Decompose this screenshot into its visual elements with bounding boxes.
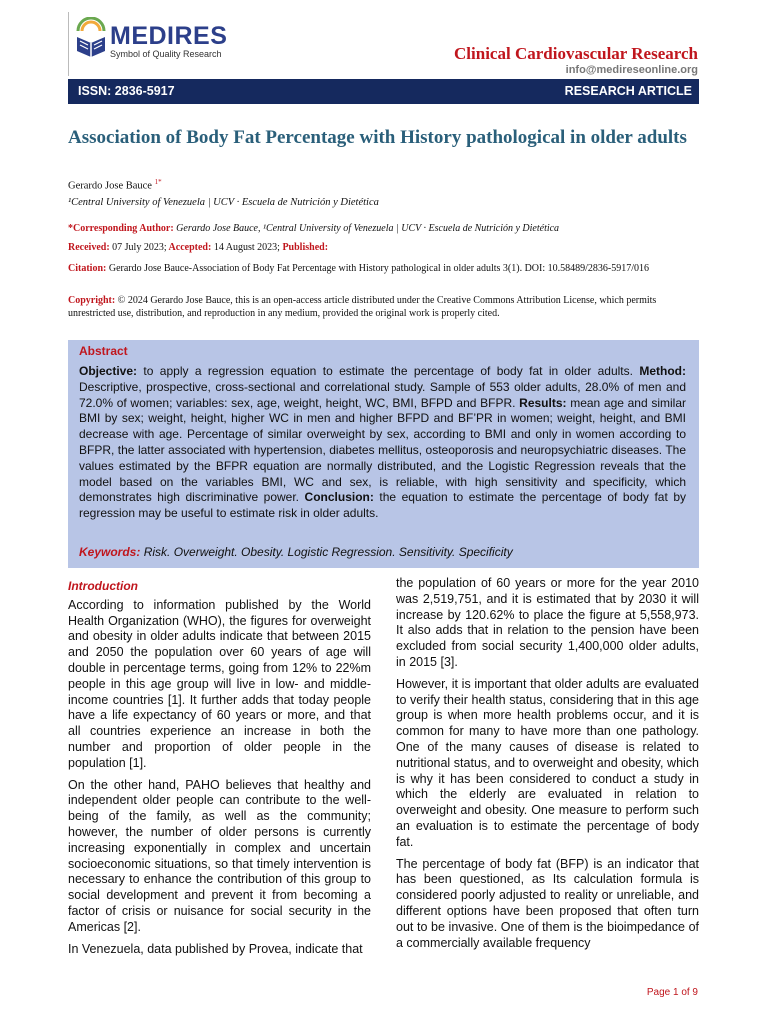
paragraph: On the other hand, PAHO believes that healthy and independent older people can contribute to the well-being of the family, as well as the community; however, the number of older persons is currently increasing exponentially in complex and uncertain socioeconomic situations, so that timely intervention is necessary to enhance the contribution of this group to social development and prevent it from becoming a factor of crisis or nuisance for social security in the Americas [2]. <box>68 777 371 934</box>
issn: ISSN: 2836-5917 <box>78 84 175 98</box>
paragraph: the population of 60 years or more for the year 2010 was 2,519,751, and it is estimated that by 2030 it will increase by 120.62% to place the figure at 5,558,973. It also adds that in relation to the pension have been excluded from social security 1,400,000 older adults, in 2015 [3]. <box>396 576 699 669</box>
copyright <box>68 294 700 320</box>
received-label: Received: <box>68 242 110 253</box>
keywords-label: Keywords: <box>79 545 141 559</box>
copyright-label: Copyright: <box>68 295 116 306</box>
abstract-heading: Abstract <box>79 344 128 358</box>
corresponding-text: Gerardo Jose Bauce, ¹Central University of Venezuela | UCV · Escuela de Nutrición y Dietética <box>173 223 560 234</box>
results-label: Results: <box>519 395 567 410</box>
article-type: RESEARCH ARTICLE <box>564 84 692 98</box>
received-date: 07 July 2023; <box>109 242 167 253</box>
keywords-text: Risk. Overweight. Obesity. Logistic Regression. Sensitivity. Specificity <box>140 545 513 559</box>
logo-icon <box>74 17 108 57</box>
citation-label: Citation: <box>68 263 107 274</box>
affiliation: ¹Central University of Venezuela | UCV · Escuela de Nutrición y Dietética <box>68 197 379 208</box>
citation <box>68 262 700 275</box>
conclusion-label: Conclusion: <box>304 490 374 505</box>
header-divider <box>68 12 69 76</box>
paragraph: In Venezuela, data published by Provea, indicate that <box>68 941 363 956</box>
page-number: Page 1 of 9 <box>646 987 698 998</box>
logo-tagline: Symbol of Quality Research <box>110 49 222 59</box>
paragraph: According to information published by the World Health Organization (WHO), the figures for overweight and obesity in older adults indicate that between 2015 and 2050 the population over 60 years of age will double in percentage terms, going from 12% to 22%m people in this age group will live in low- and middle-income countries [1]. It further adds that today people have a life expectancy of 60 years or more, and that all countries experience an increase in both the number and proportion of older people in the population [1]. <box>68 597 371 770</box>
journal-name[interactable]: Clinical Cardiovascular Research <box>454 44 698 63</box>
conclusion-text: the equation to estimate the percentage of body fat by regression may be useful to estimate risk in older adults. <box>79 490 686 521</box>
accepted-label: Accepted: <box>166 242 212 253</box>
method-text: Descriptive, prospective, cross-sectional and correlational study. Sample of 553 older adults, 28.0% of men and 72.0% of women; variables: sex, age, weight, height, WC, BMI, BFPD and BFPR. <box>79 379 686 410</box>
objective-label: Objective: <box>79 364 138 378</box>
article-title: Association of Body Fat Percentage with History pathological in older adults <box>68 127 687 148</box>
corresponding-label: *Corresponding Author: <box>68 223 174 234</box>
corresponding-author <box>68 222 700 235</box>
paragraph: The percentage of body fat (BFP) is an indicator that has been questioned, as Its calculation formula is considered poorly adjusted to reality or unreliable, and different options have been proposed that often turn out to be invasive. One of them is the bioimpedance of a commercially available frequency <box>396 856 699 950</box>
author-name: Gerardo Jose Bauce <box>68 180 152 192</box>
author-superscript: 1* <box>154 178 162 186</box>
results-text: mean age and similar BMI by sex; weight, height, higher WC in men and higher BFPD and BF’PR in women; weight, height, and BMI decrease with age. Percentage of similar overweight by sex, according to BMI and only in women according to BFPR, the latter associated with hypertension, diabetes mellitus, osteoporosis and neuropsychiatric diseases. The values estimated by the BFPR equation are normally distributed, and the Logistic Regression reveals that the model based on the variables BMI, WC and sex, is reliable, with high sensitivity and specificity, which demonstrates high discriminative power. <box>79 395 687 505</box>
objective-text: to apply a regression equation to estimate the percentage of body fat in older adults. <box>137 364 640 378</box>
logo-name: MEDIRES <box>110 22 228 50</box>
keywords <box>79 545 513 559</box>
introduction-heading: Introduction <box>68 579 138 593</box>
dates-line <box>68 241 700 254</box>
method-label: Method: <box>639 364 686 378</box>
contact-email[interactable]: info@medireseonline.org <box>565 64 698 76</box>
abstract-body <box>79 364 686 522</box>
accepted-date: 14 August 2023; <box>211 242 280 253</box>
paragraph: However, it is important that older adults are evaluated to verify their health status, considering that in this age group is when more health problems occur, and it is common for many to have more than one pathology. One of the many causes of disease is related to nutritional status, and to overweight and obesity, which is why it has been considered to conduct a study in which the elderly are evaluated in relation to overweight and obesity. One measure to perform such an evaluation is to estimate the percentage of body fat. <box>396 676 699 849</box>
copyright-text: © 2024 Gerardo Jose Bauce, this is an open-access article distributed under the Creative Commons Attribution License, which permits unrestricted use, distribution, and reproduction in any medium, provided the original work is properly cited. <box>68 295 657 319</box>
published-label: Published: <box>279 242 329 253</box>
left-column <box>68 579 371 963</box>
right-column <box>396 576 699 957</box>
citation-text: Gerardo Jose Bauce-Association of Body Fat Percentage with History pathological in older adults 3(1). DOI: 10.58489/2836-5917/016 <box>106 263 650 274</box>
author-line <box>68 178 162 192</box>
